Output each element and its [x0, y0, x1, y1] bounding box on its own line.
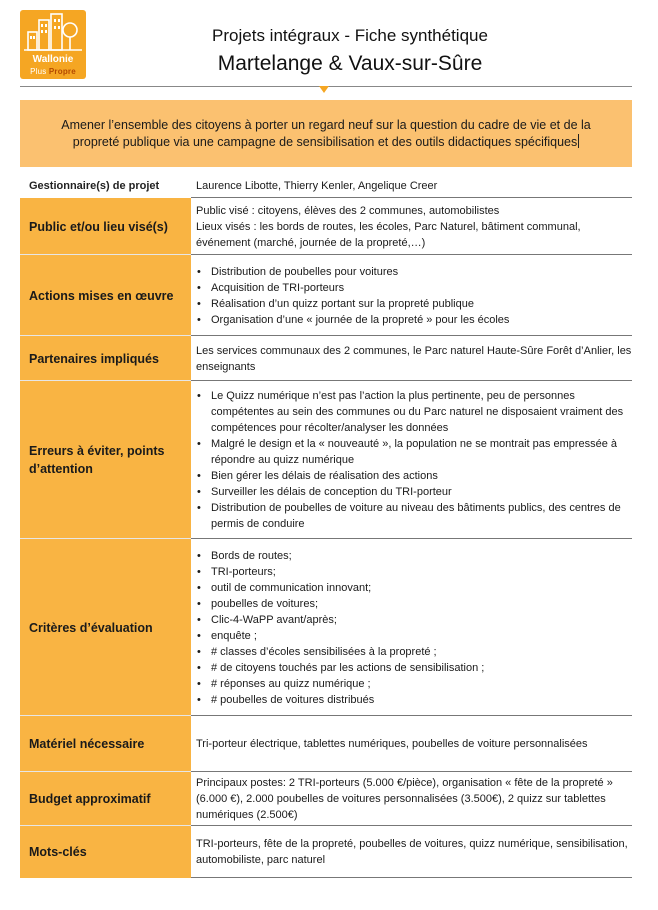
- label-erreurs: Erreurs à éviter, points d’attention: [20, 381, 191, 539]
- label-partenaires: Partenaires impliqués: [20, 336, 191, 381]
- list-item: • Acquisition de TRI-porteurs: [196, 280, 509, 296]
- project-sheet-table: [20, 174, 632, 878]
- label-budget: Budget approximatif: [20, 772, 191, 826]
- value-actions: [191, 255, 632, 336]
- label-gestionnaire: Gestionnaire(s) de projet: [29, 180, 160, 192]
- list-item: • Distribution de poubelles de voiture au niveau des bâtiments publics, des centres de permis de conduire: [196, 500, 632, 532]
- intro-banner: [20, 100, 632, 167]
- list-item: • Réalisation d’un quizz portant sur la propreté publique: [196, 296, 509, 312]
- list-item: • poubelles de voitures;: [196, 596, 484, 612]
- row-mots-cles: [20, 826, 632, 878]
- logo-plus-propre-text: Plus Propre: [30, 67, 76, 76]
- list-item: • Surveiller les délais de conception du TRI-porteur: [196, 484, 632, 500]
- list-item: • enquête ;: [196, 628, 484, 644]
- row-public: [20, 198, 632, 255]
- label-criteres: Critères d’évaluation: [20, 539, 191, 716]
- list-item: • Le Quizz numérique n’est pas l’action la plus pertinente, peu de personnes compétentes au sein des communes ou du Parc naturel ne disposaient vraiment des compétences pour récolter/analyser les données: [196, 388, 632, 436]
- row-gestionnaire: [20, 174, 632, 198]
- value-budget: Principaux postes: 2 TRI-porteurs (5.000 €/pièce), organisation « fête de la propreté » (6.000 €), 2.000 poubelles de voitures personnalisées (3.500€), 2 quizz sur tablettes numériques (2.500€): [196, 777, 613, 821]
- list-item: • # poubelles de voitures distribués: [196, 692, 484, 708]
- row-erreurs: [20, 381, 632, 539]
- page-subtitle: Martelange & Vaux-sur-Sûre: [217, 52, 483, 75]
- list-item: • # classes d’écoles sensibilisées à la propreté ;: [196, 644, 484, 660]
- value-mots-cles: TRI-porteurs, fête de la propreté, poubelles de voitures, quizz numérique, sensibilisation, automobiliste, parc naturel: [196, 838, 628, 866]
- list-item: • # de citoyens touchés par les actions de sensibilisation ;: [196, 660, 484, 676]
- label-public: Public et/ou lieu visé(s): [20, 198, 191, 255]
- label-actions: Actions mises en œuvre: [20, 255, 191, 336]
- label-mots-cles: Mots-clés: [20, 826, 191, 878]
- list-item: • Bords de routes;: [196, 548, 484, 564]
- list-item: • # réponses au quizz numérique ;: [196, 676, 484, 692]
- value-partenaires: Les services communaux des 2 communes, le Parc naturel Haute-Sûre Forêt d’Anlier, les enseignants: [196, 344, 632, 373]
- list-item: • Organisation d’une « journée de la propreté » pour les écoles: [196, 312, 509, 328]
- value-public: Public visé : citoyens, élèves des 2 communes, automobilistes Lieux visés : les bords de routes, les écoles, Parc Naturel, bâtiment communal, événement (marché, journée de la propreté,…): [196, 204, 581, 249]
- list-item: • Clic-4-WaPP avant/après;: [196, 612, 484, 628]
- logo-wallonie-text: Wallonie: [32, 54, 74, 65]
- list-item: • Malgré le design et la « nouveauté », la population ne se montrait pas empressée à répondre au quizz numérique: [196, 436, 632, 468]
- row-criteres: [20, 539, 632, 716]
- row-budget: [20, 772, 632, 826]
- list-item: • outil de communication innovant;: [196, 580, 484, 596]
- row-partenaires: [20, 336, 632, 381]
- label-materiel: Matériel nécessaire: [20, 716, 191, 772]
- row-materiel: [20, 716, 632, 772]
- list-item: • TRI-porteurs;: [196, 564, 484, 580]
- value-materiel: Tri-porteur électrique, tablettes numériques, poubelles de voiture personnalisées: [196, 738, 588, 750]
- list-item: • Distribution de poubelles pour voitures: [196, 264, 509, 280]
- value-criteres: [191, 539, 632, 716]
- value-gestionnaire: Laurence Libotte, Thierry Kenler, Angelique Creer: [196, 180, 438, 192]
- value-erreurs: [191, 381, 632, 539]
- intro-text: Amener l’ensemble des citoyens à porter un regard neuf sur la question du cadre de vie et de la propreté publique via une campagne de sensibilisation et des outils didactiques spécifiques: [42, 117, 610, 151]
- wallonie-plus-propre-logo: [20, 10, 86, 79]
- row-actions: [20, 255, 632, 336]
- city-skyline-icon: [20, 10, 86, 56]
- list-item: • Bien gérer les délais de réalisation des actions: [196, 468, 632, 484]
- down-arrow-icon: [319, 86, 329, 93]
- page-title: Projets intégraux - Fiche synthétique: [212, 26, 488, 45]
